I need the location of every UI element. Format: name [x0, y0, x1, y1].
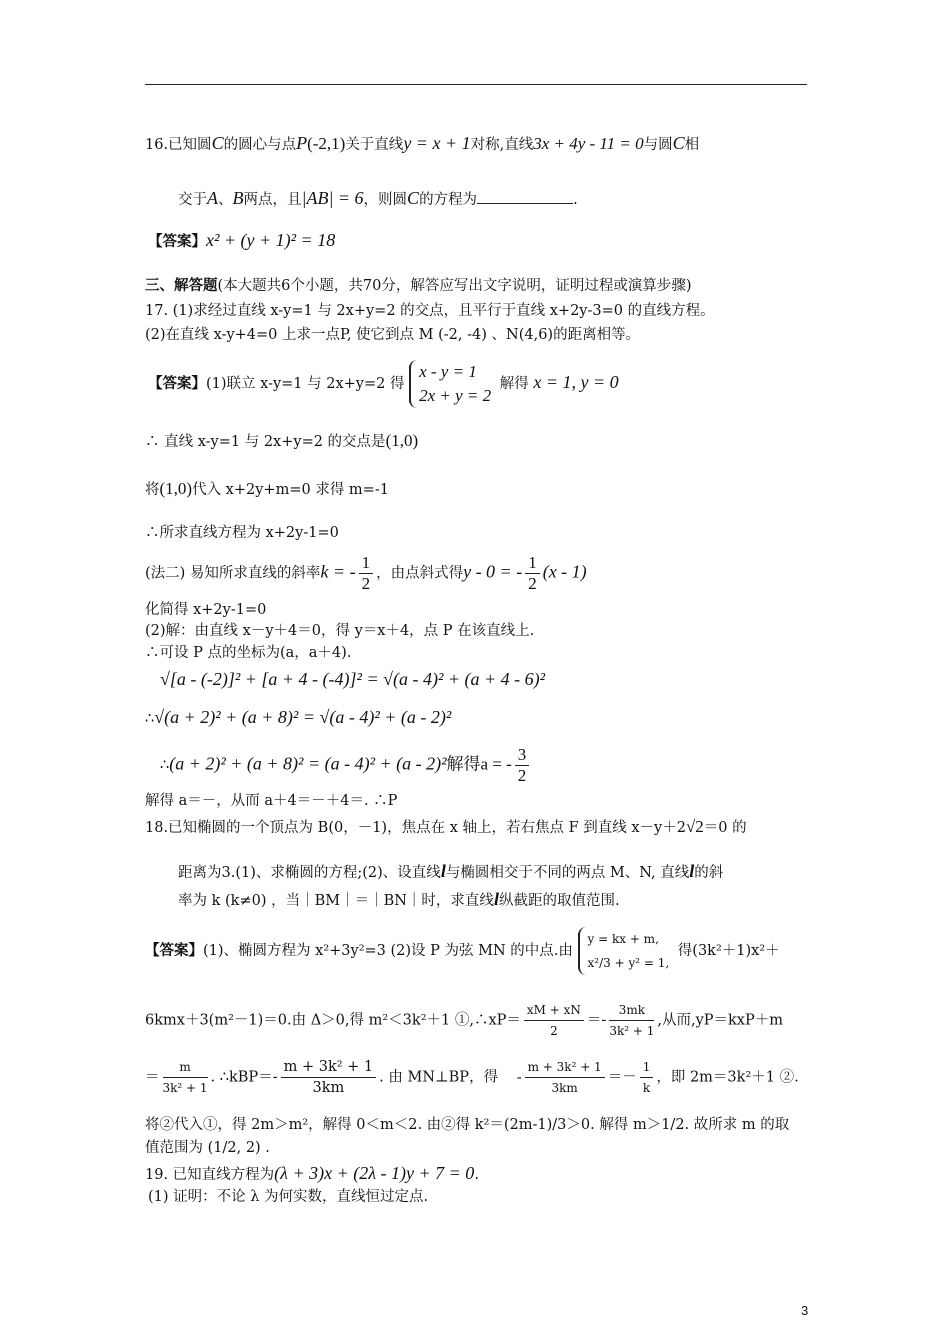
fraction-midpoint: $\frac{xM + xN}{2}$ — [524, 1000, 584, 1041]
fraction-kbp-small: $\frac{\text{m + 3k² + 1}}{3km}$ — [525, 1057, 605, 1098]
q17-line9: (2)解：由直线 x－y＋4＝0，得 y＝x＋4，点 P 在该直线上. — [145, 623, 535, 639]
fraction-yp: $\frac{m}{\text{3k² + 1}}$ — [163, 1057, 208, 1098]
q17-eq2: ∴√(a + 2)² + (a + 8)² = √(a - 4)² + (a - 2)² — [145, 707, 452, 727]
q17-line7: (法二) 易知所求直线的斜率k = - $\frac{1}{2}$ ，由点斜式得y - 0 = - $\frac{1}{2}$ (x - 1) — [145, 553, 587, 593]
q18-line2: 距离为3.(1)、求椭圆的方程;(2)、设直线l与椭圆相交于不同的两点 M、N, 直线l的斜 — [178, 861, 724, 881]
q17-line6: ∴所求直线方程为 x+2y-1=0 — [145, 525, 339, 541]
q16-line1: 16.已知圆C的圆心与点P(-2,1)关于直线y = x + 1对称,直线3x + 4y - 11 = 0与圆C相 — [145, 133, 700, 153]
header-rule — [145, 84, 807, 85]
fraction-one-over-k: $\frac{1}{k}$ — [640, 1057, 654, 1098]
equation-system: y = kx + m, x²/3 + y² = 1, — [578, 927, 674, 975]
q17-line10: ∴可设 P 点的坐标为(a，a＋4). — [145, 645, 352, 661]
q19-line1: 19. 已知直线方程为(λ + 3)x + (2λ - 1)y + 7 = 0. — [145, 1163, 479, 1183]
q18-answer-line4: 将②代入①，得 2m＞m²，解得 0＜m＜2. 由②得 k²＝(2m-1)/3＞0. 解得 m＞1/2. 故所求 m 的取 — [145, 1117, 790, 1133]
q17-eq1: √[a - (-2)]² + [a + 4 - (-4)]² = √(a - 4)² + (a + 4 - 6)² — [160, 669, 546, 689]
q18-answer-line1: 【答案】(1)、椭圆方程为 x²+3y²=3 (2)设 P 为弦 MN 的中点.由 y = kx + m, x²/3 + y² = 1, 得(3k²＋1)x²＋ — [145, 927, 780, 975]
q17-line8: 化简得 x+2y-1=0 — [145, 602, 267, 618]
q17-answer-line: 【答案】(1)联立 x-y=1 与 2x+y=2 得 x - y = 1 2x + y = 2 解得 x = 1, y = 0 — [148, 360, 619, 408]
q18-answer-line2: 6kmx＋3(m²－1)＝0.由 Δ＞0,得 m²＜3k²＋1 ①,∴xP＝ $\frac{xM + xN}{2}$ ＝- $\frac{3mk}{\text{3k² + 1}}$ ,从而,yP＝kxP＋m — [145, 1000, 783, 1041]
answer-blank — [477, 189, 573, 204]
q18-answer-line3: ＝ $\frac{m}{\text{3k² + 1}}$ . ∴kBP＝- $\frac{\text{m + 3k² + 1}}{3km}$ . 由 MN⊥BP，得 - $\frac{\text{m + 3k² + 1}}{3km}$ ＝－ $\frac{1}{k}$ ，即 2m＝3k²＋1 ②. — [145, 1059, 799, 1096]
q17-line2: (2)在直线 x-y+4=0 上求一点P, 使它到点 M (-2, -4) 、N(4,6)的距离相等。 — [145, 327, 641, 343]
fraction-three-halves: $\frac{3}{2}$ — [515, 745, 530, 786]
fraction-half: $\frac{1}{2}$ — [525, 553, 540, 594]
q17-line4: ∴ 直线 x-y=1 与 2x+y=2 的交点是(1,0) — [145, 431, 419, 450]
fraction-xp: $\frac{3mk}{\text{3k² + 1}}$ — [609, 1000, 654, 1041]
fraction-kbp: $\frac{\text{m + 3k² + 1}}{3km}$ — [281, 1057, 377, 1098]
q16-line2: 交于A、B两点，且|AB| = 6，则圆C的方程为 . — [178, 188, 578, 208]
q18-line3: 率为 k (k≠0) ，当｜BM｜＝｜BN｜时，求直线l纵截距的取值范围. — [178, 889, 620, 909]
q17-eq3: ∴(a + 2)² + (a + 8)² = (a - 4)² + (a - 2)²解得a = - $\frac{3}{2}$ — [160, 745, 532, 786]
q16-answer: 【答案】x² + (y + 1)² = 18 — [148, 230, 336, 250]
fraction-half: $\frac{1}{2}$ — [359, 553, 374, 594]
q17-line5: 将(1,0)代入 x+2y+m=0 求得 m=-1 — [145, 479, 389, 498]
q17-line11: 解得 a＝－，从而 a＋4＝－＋4＝. ∴P — [145, 793, 398, 809]
q19-line2: (1) 证明：不论 λ 为何实数，直线恒过定点. — [148, 1189, 429, 1205]
q18-answer-line5: 值范围为 (1/2, 2) . — [145, 1140, 270, 1156]
equation-system: x - y = 1 2x + y = 2 — [409, 360, 495, 408]
q18-line1: 18.已知椭圆的一个顶点为 B(0，－1)，焦点在 x 轴上，若右焦点 F 到直线 x－y＋2√2＝0 的 — [145, 817, 747, 836]
section-title: 三、解答题(本大题共6个小题，共70分，解答应写出文字说明，证明过程或演算步骤) — [145, 277, 692, 294]
q17-line1: 17. (1)求经过直线 x-y=1 与 2x+y=2 的交点，且平行于直线 x+2y-3=0 的直线方程。 — [145, 303, 715, 319]
page-number: 3 — [801, 1303, 809, 1318]
